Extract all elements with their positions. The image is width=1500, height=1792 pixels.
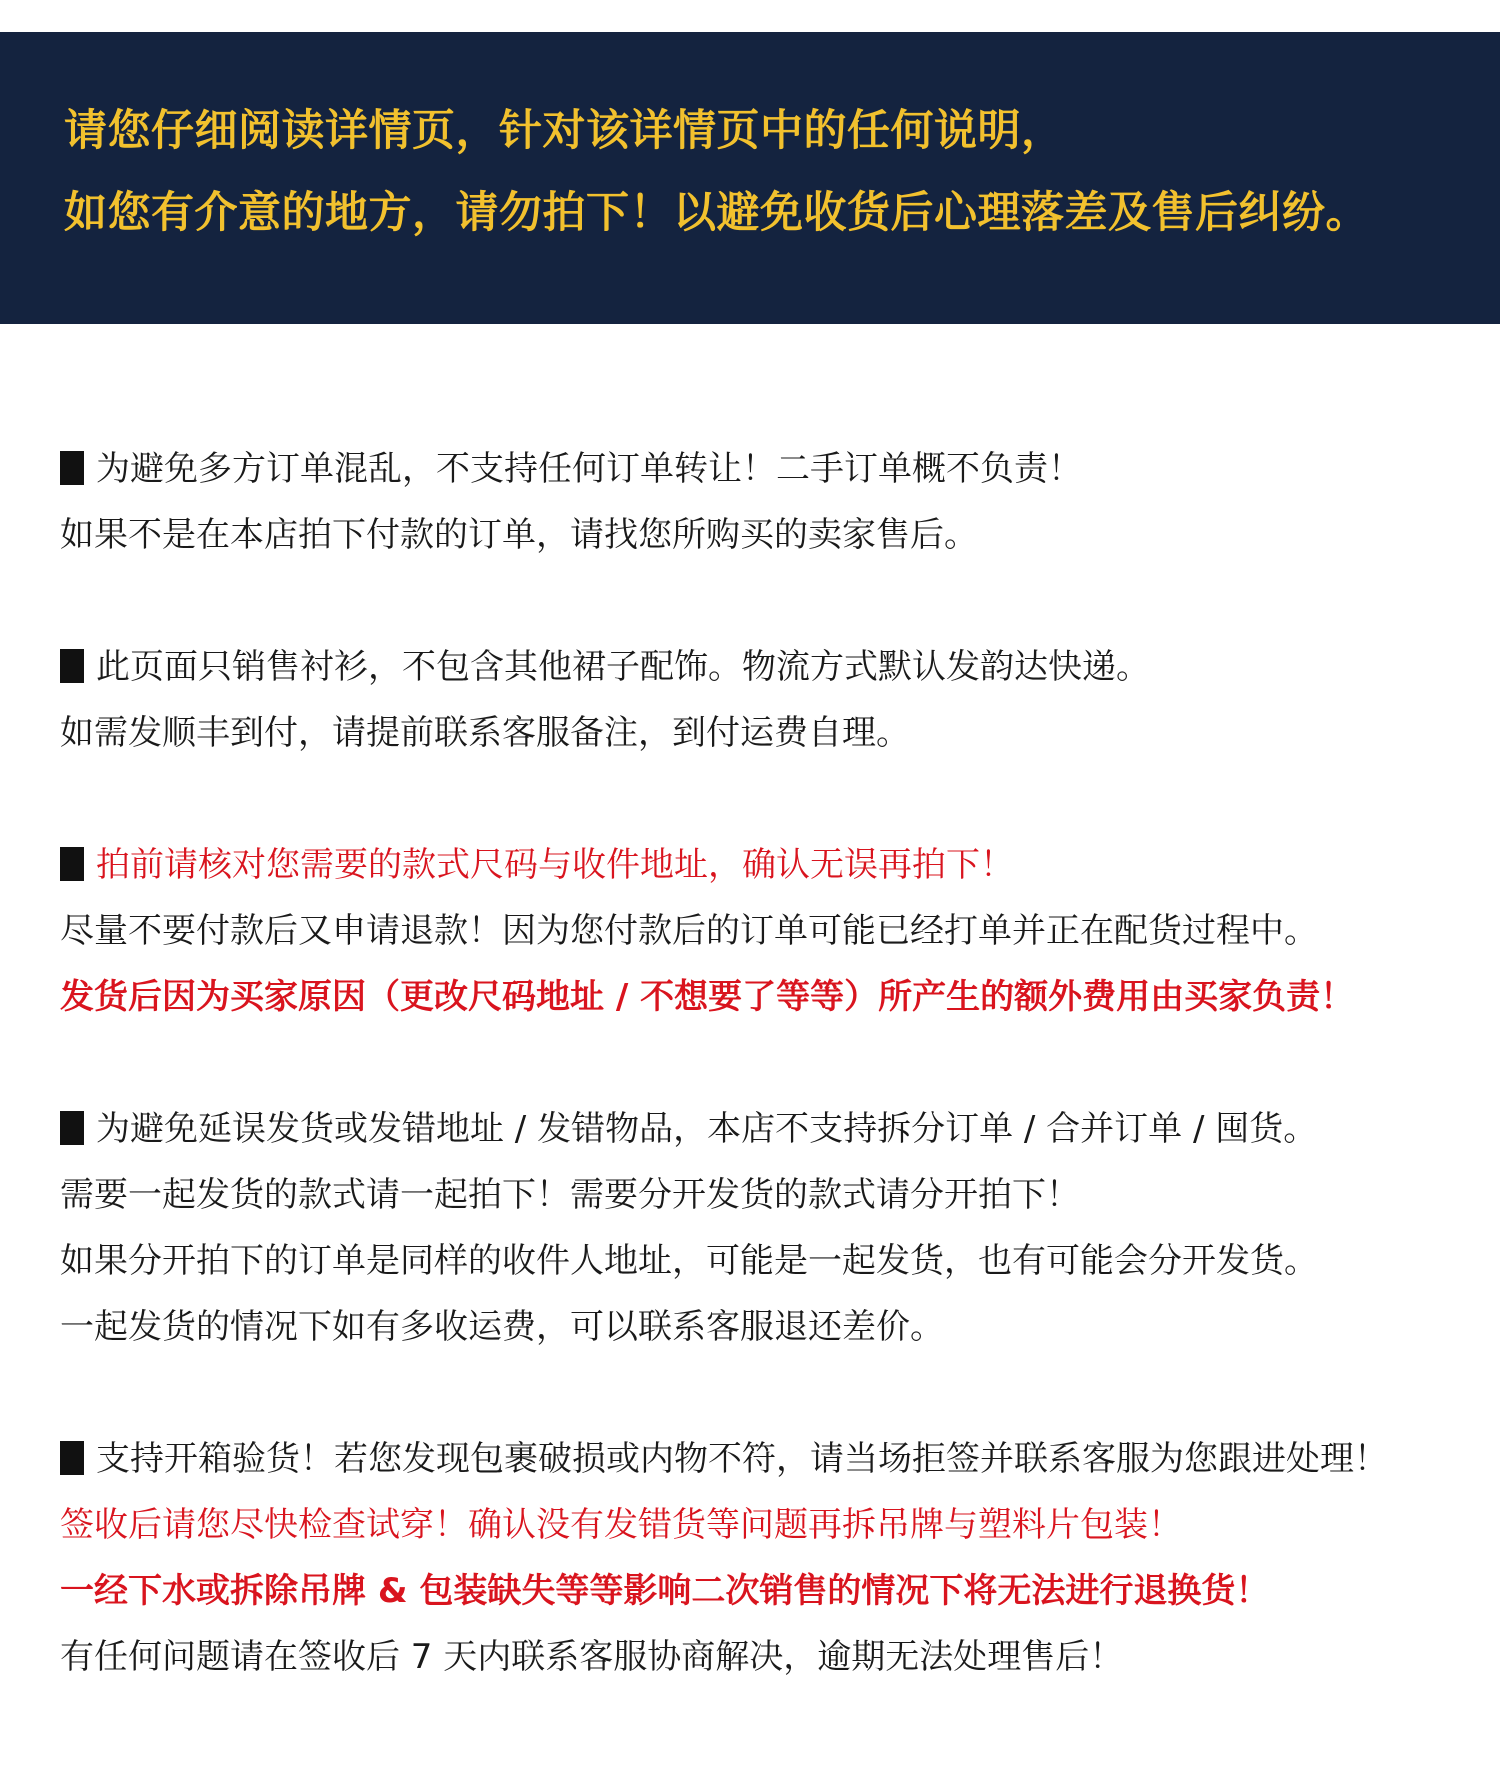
notice-line: 如需发顺丰到付，请提前联系客服备注，到付运费自理。 xyxy=(60,713,910,753)
notice-line xyxy=(60,1096,1480,1162)
notice-line: 一起发货的情况下如有多收运费，可以联系客服退还差价。 xyxy=(60,1307,944,1347)
black-square-bullet-icon xyxy=(60,649,84,683)
black-square-bullet-icon xyxy=(60,451,84,485)
notice-line xyxy=(60,634,1480,700)
warning-line: 签收后请您尽快检查试穿！确认没有发错货等问题再拆吊牌与塑料片包装！ xyxy=(60,1505,1182,1545)
notice-block-verify-order xyxy=(60,832,1480,1030)
warning-line: 发货后因为买家原因（更改尺码地址 / 不想要了等等）所产生的额外费用由买家负责！ xyxy=(60,977,1355,1017)
black-square-bullet-icon xyxy=(60,847,84,881)
notice-block-transfer xyxy=(60,436,1480,568)
notice-block-split-orders xyxy=(60,1096,1480,1360)
warning-line: 一经下水或拆除吊牌 & 包装缺失等等影响二次销售的情况下将无法进行退换货！ xyxy=(60,1571,1270,1611)
notice-block-shipping xyxy=(60,634,1480,766)
black-square-bullet-icon xyxy=(60,1441,84,1475)
notice-line: 需要一起发货的款式请一起拍下！需要分开发货的款式请分开拍下！ xyxy=(60,1175,1080,1215)
banner-line-2: 如您有介意的地方，请勿拍下！以避免收货后心理落差及售后纠纷。 xyxy=(64,188,1369,238)
notice-line xyxy=(60,1426,1480,1492)
notice-text: 支持开箱验货！若您发现包裹破损或内物不符，请当场拒签并联系客服为您跟进处理！ xyxy=(96,1439,1388,1479)
notice-line: 有任何问题请在签收后 7 天内联系客服协商解决，逾期无法处理售后！ xyxy=(60,1637,1124,1677)
notice-block-inspection xyxy=(60,1426,1480,1690)
notice-line xyxy=(60,832,1480,898)
notice-banner xyxy=(0,32,1500,324)
black-square-bullet-icon xyxy=(60,1111,84,1145)
banner-line-1: 请您仔细阅读详情页，针对该详情页中的任何说明， xyxy=(64,106,1065,156)
notice-line: 如果分开拍下的订单是同样的收件人地址，可能是一起发货，也有可能会分开发货。 xyxy=(60,1241,1318,1281)
notice-text: 为避免多方订单混乱，不支持任何订单转让！二手订单概不负责！ xyxy=(96,449,1082,489)
notice-text: 为避免延误发货或发错地址 / 发错物品，本店不支持拆分订单 / 合并订单 / 囤货。 xyxy=(96,1109,1318,1149)
notice-line: 尽量不要付款后又申请退款！因为您付款后的订单可能已经打单并正在配货过程中。 xyxy=(60,911,1318,951)
notice-line xyxy=(60,436,1480,502)
notice-line: 如果不是在本店拍下付款的订单，请找您所购买的卖家售后。 xyxy=(60,515,978,555)
notice-text: 此页面只销售衬衫，不包含其他裙子配饰。物流方式默认发韵达快递。 xyxy=(96,647,1150,687)
warning-text: 拍前请核对您需要的款式尺码与收件地址，确认无误再拍下！ xyxy=(96,845,1014,885)
